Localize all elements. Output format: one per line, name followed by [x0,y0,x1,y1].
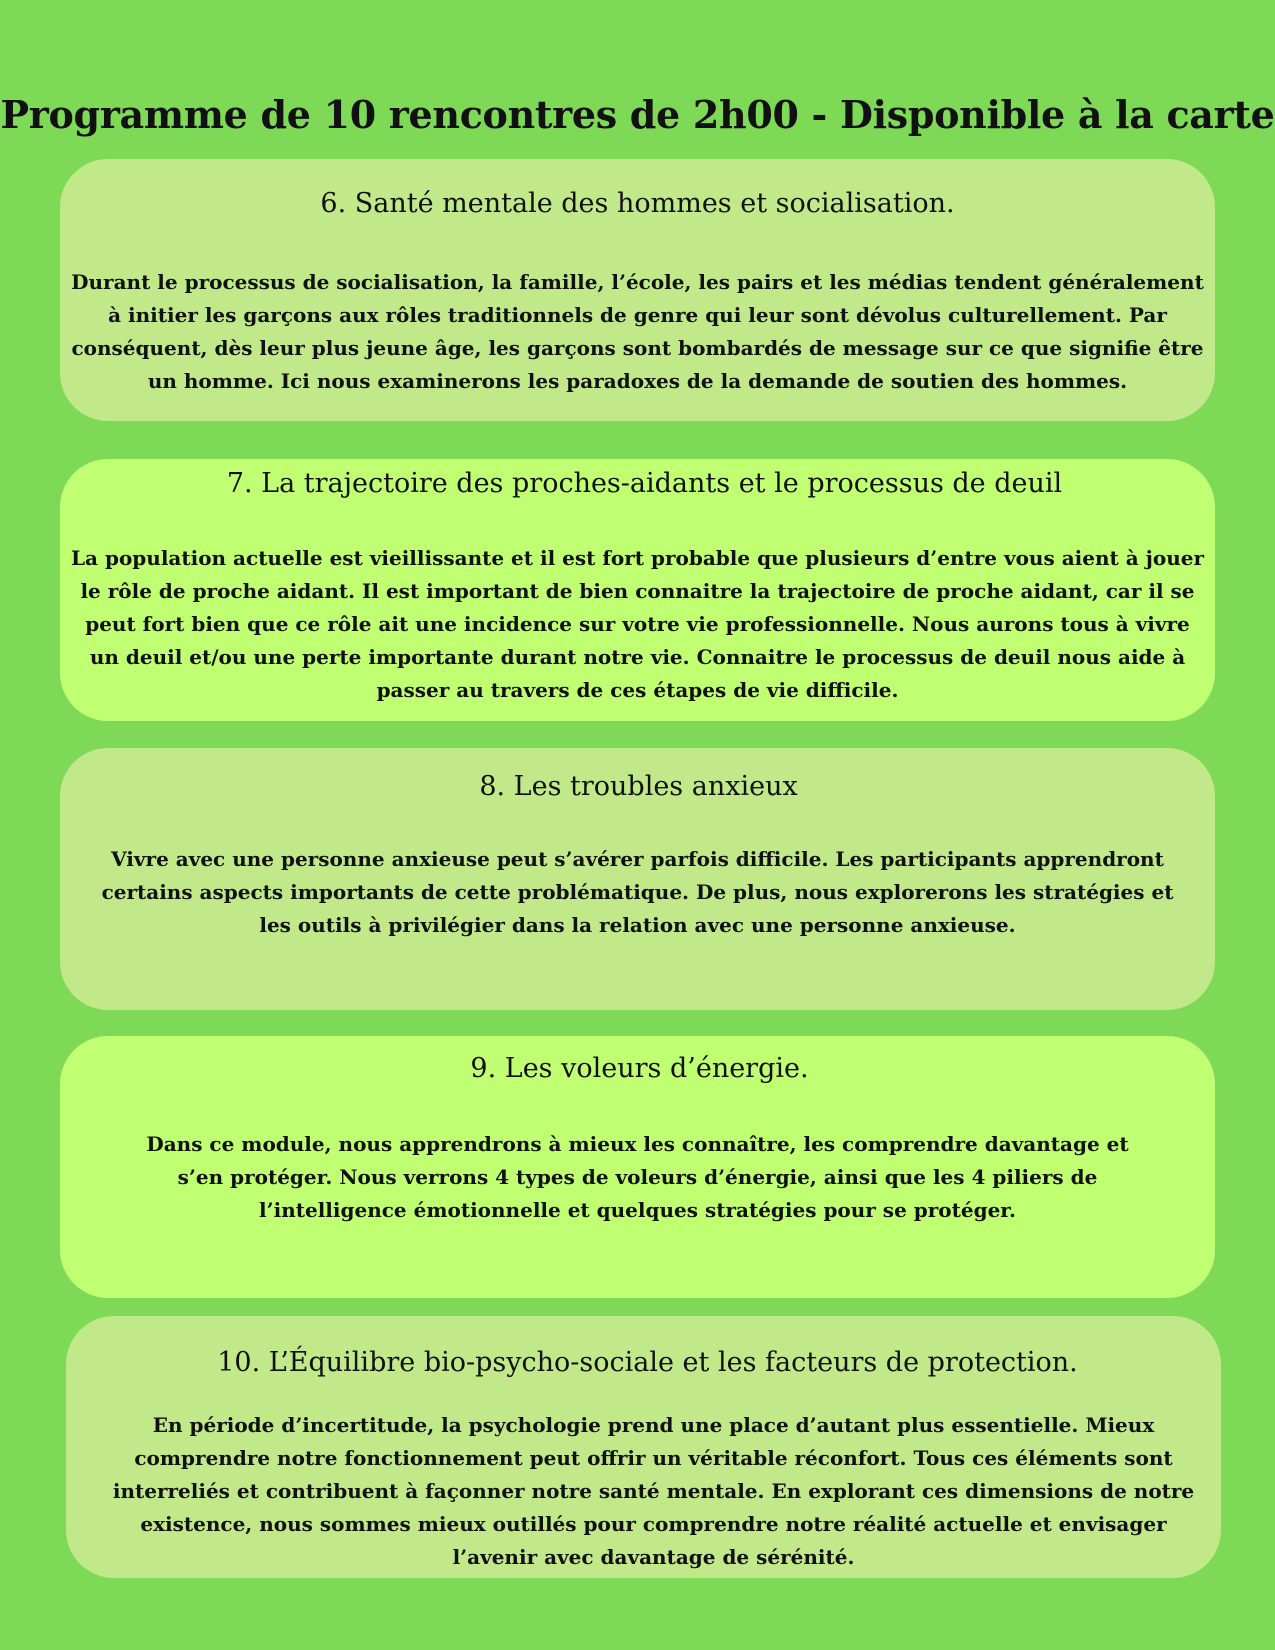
module-card-7 [60,459,1215,721]
module-heading: 8. Les troubles anxieux [479,771,798,802]
module-heading: 9. Les voleurs d’énergie. [470,1053,809,1084]
module-description: Durant le processus de socialisation, la famille, l’école, les pairs et les médias tendent généralement à initier les garçons aux rôles traditionnels de genre qui leur sont dévolus culturellement. Par conséquent, dès leur plus jeune âge, les garçons sont bombardés de message sur ce que signifie être un homme. Ici nous examinerons les paradoxes de la demande de soutien des hommes. [71,270,1204,393]
module-card-6 [60,159,1215,421]
module-description: Vivre avec une personne anxieuse peut s’avérer parfois difficile. Les participants apprendront certains aspects importants de cette problématique. De plus, nous explorerons les stratégies et les outils à privilégier dans la relation avec une personne anxieuse. [101,847,1174,937]
module-heading: 7. La trajectoire des proches-aidants et le processus de deuil [226,468,1063,499]
module-description: En période d’incertitude, la psychologie prend une place d’autant plus essentielle. Mieux comprendre notre fonctionnement peut offrir un véritable réconfort. Tous ces éléments sont interreliés et contribuent à façonner notre santé mentale. En explorant ces dimensions de notre existence, nous sommes mieux outillés pour comprendre notre réalité actuelle et envisager l’avenir avec davantage de sérénité. [112,1413,1195,1569]
module-description: La population actuelle est vieillissante et il est fort probable que plusieurs d’entre vous aient à jouer le rôle de proche aidant. Il est important de bien connaitre la trajectoire de proche aidant, car il se peut fort bien que ce rôle ait une incidence sur votre vie professionnelle. Nous aurons tous à vivre un deuil et/ou une perte importante durant notre vie. Connaitre le processus de deuil nous aide à passer au travers de ces étapes de vie difficile. [70,546,1205,702]
module-card-9 [60,1036,1215,1298]
module-heading: 10. L’Équilibre bio-psycho-sociale et les facteurs de protection. [217,1347,1078,1378]
module-heading: 6. Santé mentale des hommes et socialisation. [320,188,955,219]
module-card-10 [66,1316,1221,1578]
module-card-8 [60,748,1215,1010]
module-description: Dans ce module, nous apprendrons à mieux les connaître, les comprendre davantage et s’en protéger. Nous verrons 4 types de voleurs d’énergie, ainsi que les 4 piliers de l’intelligence émotionnelle et quelques stratégies pour se protéger. [146,1132,1129,1222]
page-title: Programme de 10 rencontres de 2h00 - Disponible à la carte [0,92,1275,137]
